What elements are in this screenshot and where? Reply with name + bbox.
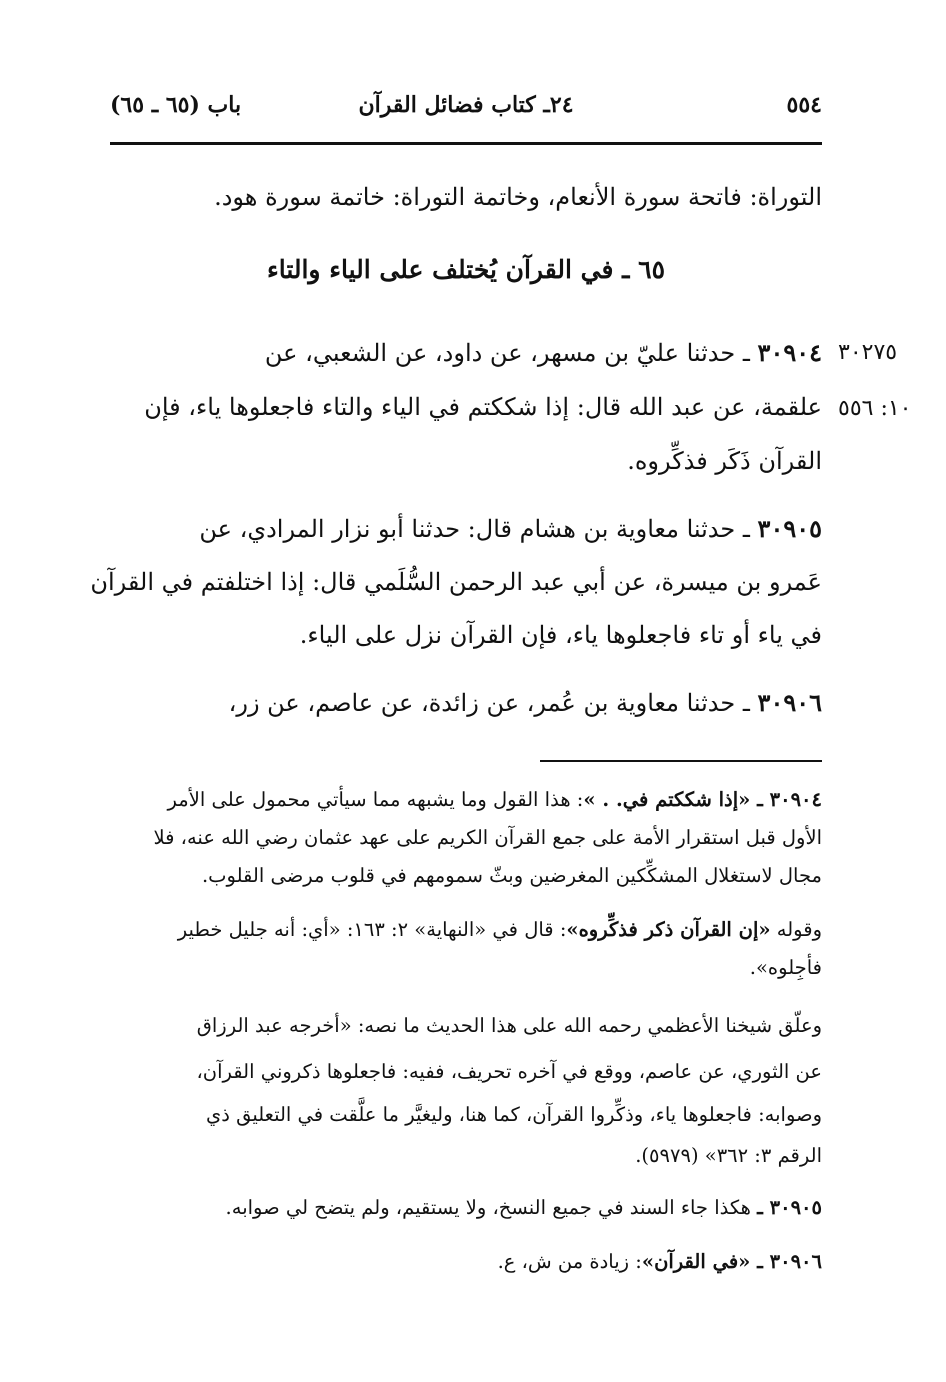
footnote-2-line1: وقوله «إن القرآن ذكر فذكِّروه»: قال في «النهاية» ٢: ١٦٣: «أي: أنه جليل خطير <box>177 918 822 941</box>
chapter-range: باب (٦٥ ـ ٦٥) <box>110 92 242 118</box>
margin-note-2: ١٠: ٥٥٦ <box>838 396 912 421</box>
footnote-3-line2: عن الثوري، عن عاصم، ووقع في آخره تحريف، ففيه: فاجعلوها ذكروني القرآن، <box>196 1060 822 1083</box>
footnote-3-line1: وعلّق شيخنا الأعظمي رحمه الله على هذا الحديث ما نصه: «أخرجه عبد الرزاق <box>196 1014 822 1037</box>
footnote-1-line2: الأول قبل استقرار الأمة على جمع القرآن الكريم على عهد عثمان رضي الله عنه، فلا <box>153 826 822 849</box>
hadith-30904-line2: علقمة، عن عبد الله قال: إذا شككتم في الياء والتاء فاجعلوها ياء، فإن <box>144 393 822 421</box>
footnote-4: ٣٠٩٠٥ ـ هكذا جاء السند في جميع النسخ، ولا يستقيم، ولم يتضح لي صوابه. <box>225 1196 822 1219</box>
footnote-1-line1: ٣٠٩٠٤ ـ «إذا شككتم في. . »: هذا القول وما يشبهه مما سيأتي محمول على الأمر <box>167 788 822 811</box>
hadith-30904-line3: القرآن ذَكَر فذكِّروه. <box>627 447 822 475</box>
hadith-30905-line2: عَمرو بن ميسرة، عن أبي عبد الرحمن السُّلَمي قال: إذا اختلفتم في القرآن <box>90 568 822 596</box>
hadith-30905-line3: في ياء أو تاء فاجعلوها ياء، فإن القرآن نزل على الياء. <box>299 621 822 649</box>
hadith-number: ٣٠٩٠٦ <box>757 688 822 717</box>
footnote-3-line4: الرقم ٣: ٣٦٢» (٥٩٧٩). <box>635 1144 822 1167</box>
hadith-30904-line1: ٣٠٩٠٤ ـ حدثنا عليّ بن مسهر، عن داود، عن الشعبي، عن <box>264 338 822 367</box>
margin-note-1: ٣٠٢٧٥ <box>838 340 898 365</box>
footnote-5: ٣٠٩٠٦ ـ «في القرآن»: زيادة من ش، ع. <box>497 1250 822 1273</box>
footnote-3-line3: وصوابه: فاجعلوها ياء، وذكِّروا القرآن، كما هنا، وليغيَّر ما علَّقت في التعليق ذي <box>205 1103 822 1126</box>
book-title: ٢٤ـ كتاب فضائل القرآن <box>358 92 574 118</box>
footnote-1-line3: مجال لاستغلال المشكِّكين المغرضين وبثّ سمومهم في قلوب مرضى القلوب. <box>201 864 822 887</box>
hadith-number: ٣٠٩٠٤ <box>757 338 822 367</box>
page-number: ٥٥٤ <box>786 92 822 118</box>
header-rule <box>110 142 822 145</box>
footnote-2-line2: فأجِلوه». <box>749 956 822 979</box>
hadith-30906-line1: ٣٠٩٠٦ ـ حدثنا معاوية بن عُمر، عن زائدة، عن عاصم، عن زر، <box>228 688 822 717</box>
continuation-line: التوراة: فاتحة سورة الأنعام، وخاتمة التوراة: خاتمة سورة هود. <box>214 183 822 211</box>
footnote-rule <box>540 760 822 762</box>
hadith-number: ٣٠٩٠٥ <box>757 514 822 543</box>
running-header <box>110 92 822 132</box>
chapter-heading: ٦٥ ـ في القرآن يُختلف على الياء والتاء <box>266 255 666 284</box>
hadith-30905-line1: ٣٠٩٠٥ ـ حدثنا معاوية بن هشام قال: حدثنا أبو نزار المرادي، عن <box>199 514 822 543</box>
